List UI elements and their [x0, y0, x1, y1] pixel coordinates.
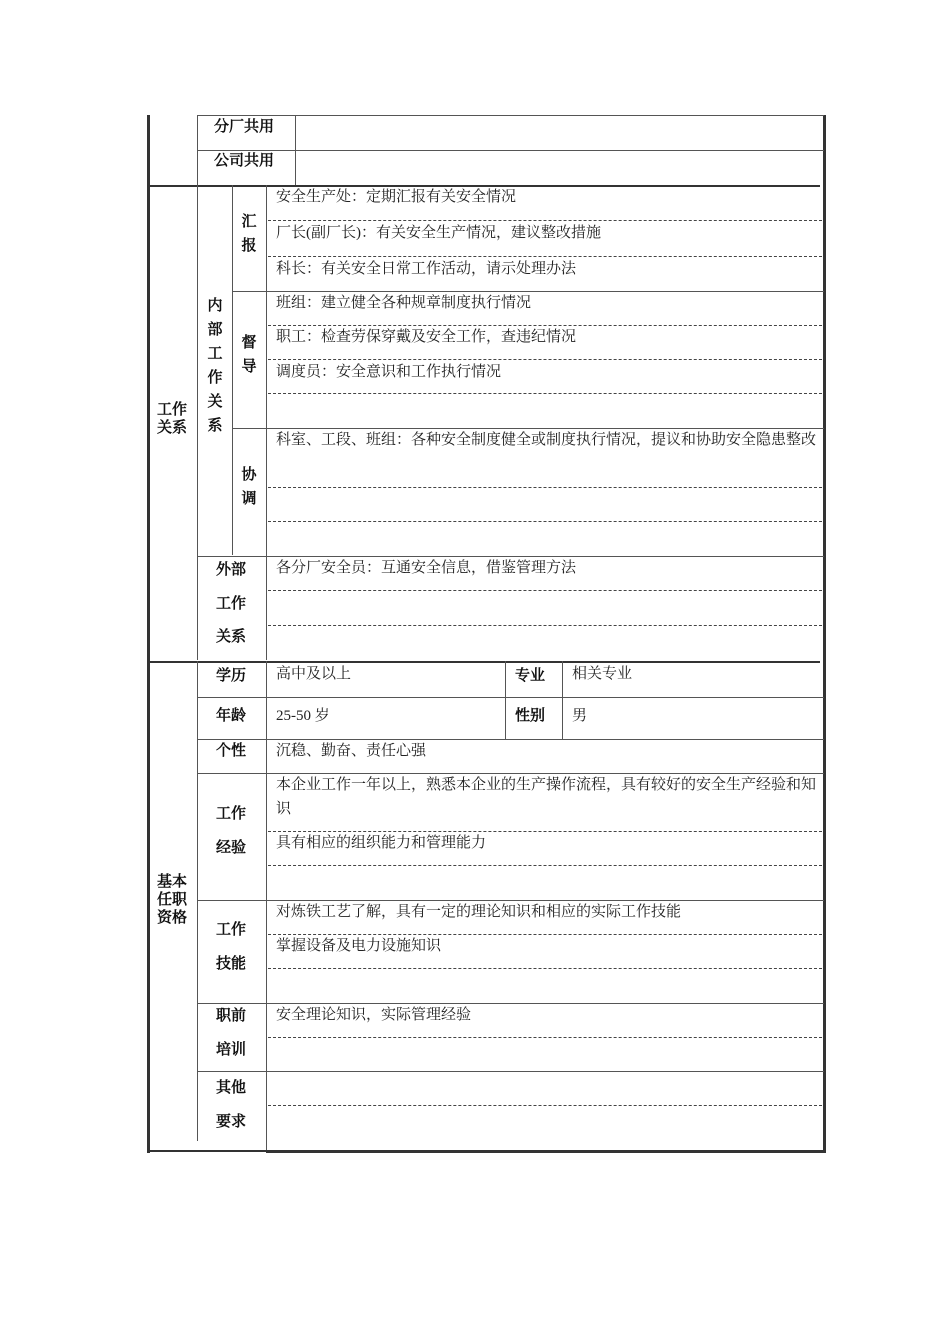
major-value: 相关专业	[572, 666, 633, 682]
form-bottom-border	[150, 1150, 266, 1152]
form-bottom-border	[266, 1150, 826, 1153]
education-label: 学历	[216, 667, 247, 684]
report-item: 科长：有关安全日常工作活动，请示处理办法	[276, 261, 577, 277]
report-label: 汇报	[241, 213, 257, 254]
experience-item: 本企业工作一年以上，熟悉本企业的生产操作流程，具有较好的安全生产经验和知识	[276, 777, 817, 817]
report-item: 安全生产处：定期汇报有关安全情况	[276, 189, 517, 205]
skills-item: 对炼铁工艺了解，具有一定的理论知识和相应的实际工作技能	[276, 904, 682, 920]
form-left-border	[147, 115, 150, 1153]
supervise-item: 职工：检查劳保穿戴及安全工作，查违纪情况	[276, 329, 577, 345]
dashed-line	[268, 1037, 822, 1038]
col-line	[505, 661, 506, 739]
company-shared-label: 公司共用	[214, 152, 275, 169]
section-divider	[150, 661, 820, 663]
experience-label-2: 经验	[216, 839, 247, 856]
dashed-line	[268, 968, 822, 969]
external-label-3: 关系	[216, 628, 247, 645]
col-line	[197, 661, 198, 1141]
other-label-1: 其他	[216, 1079, 247, 1096]
work-relations-label: 工作关系	[156, 401, 187, 436]
col-line	[232, 185, 233, 555]
supervise-item: 调度员：安全意识和工作执行情况	[276, 364, 502, 380]
education-value: 高中及以上	[276, 666, 352, 682]
col-line	[562, 661, 563, 739]
training-label-1: 职前	[216, 1007, 247, 1024]
gender-label: 性别	[515, 707, 546, 724]
personality-value: 沉稳、勤奋、责任心强	[276, 743, 427, 759]
supervise-item: 班组：建立健全各种规章制度执行情况	[276, 295, 532, 311]
dashed-line	[268, 590, 822, 591]
age-label: 年龄	[216, 707, 247, 724]
other-label-2: 要求	[216, 1113, 247, 1130]
qualifications-label: 基本任职资格	[156, 873, 187, 926]
external-label-2: 工作	[216, 595, 247, 612]
row-line	[197, 1071, 824, 1072]
training-item: 安全理论知识，实际管理经验	[276, 1007, 472, 1023]
col-line	[197, 185, 198, 660]
dashed-line	[268, 393, 822, 394]
branch-shared-label: 分厂共用	[214, 118, 275, 135]
external-label-1: 外部	[216, 561, 247, 578]
skills-item: 掌握设备及电力设施知识	[276, 938, 442, 954]
report-item: 厂长(副厂长)：有关安全生产情况，建议整改措施	[276, 225, 601, 241]
experience-item: 具有相应的组织能力和管理能力	[276, 835, 487, 851]
dashed-line	[268, 487, 822, 488]
dashed-line	[268, 521, 822, 522]
gender-value: 男	[572, 708, 588, 724]
dashed-line	[268, 865, 822, 866]
major-label: 专业	[515, 667, 546, 684]
row-line	[197, 150, 824, 151]
internal-relations-label: 内部工作关系	[207, 297, 223, 434]
skills-label-1: 工作	[216, 921, 247, 938]
form-right-border	[823, 115, 826, 1153]
experience-label-1: 工作	[216, 805, 247, 822]
training-label-2: 培训	[216, 1041, 247, 1058]
coordinate-label: 协调	[241, 466, 257, 507]
age-value: 25-50 岁	[276, 708, 330, 724]
coordinate-item: 科室、工段、班组：各种安全制度健全或制度执行情况，提议和协助安全隐患整改	[276, 432, 817, 448]
col-line	[266, 185, 267, 660]
col-line	[266, 661, 267, 1151]
external-item: 各分厂安全员：互通安全信息，借鉴管理方法	[276, 560, 577, 576]
skills-label-2: 技能	[216, 955, 247, 972]
row-line	[197, 697, 824, 698]
row-line	[197, 115, 824, 116]
dashed-line	[268, 1105, 822, 1106]
supervise-label: 督导	[241, 334, 257, 375]
dashed-line	[268, 625, 822, 626]
personality-label: 个性	[216, 742, 247, 759]
